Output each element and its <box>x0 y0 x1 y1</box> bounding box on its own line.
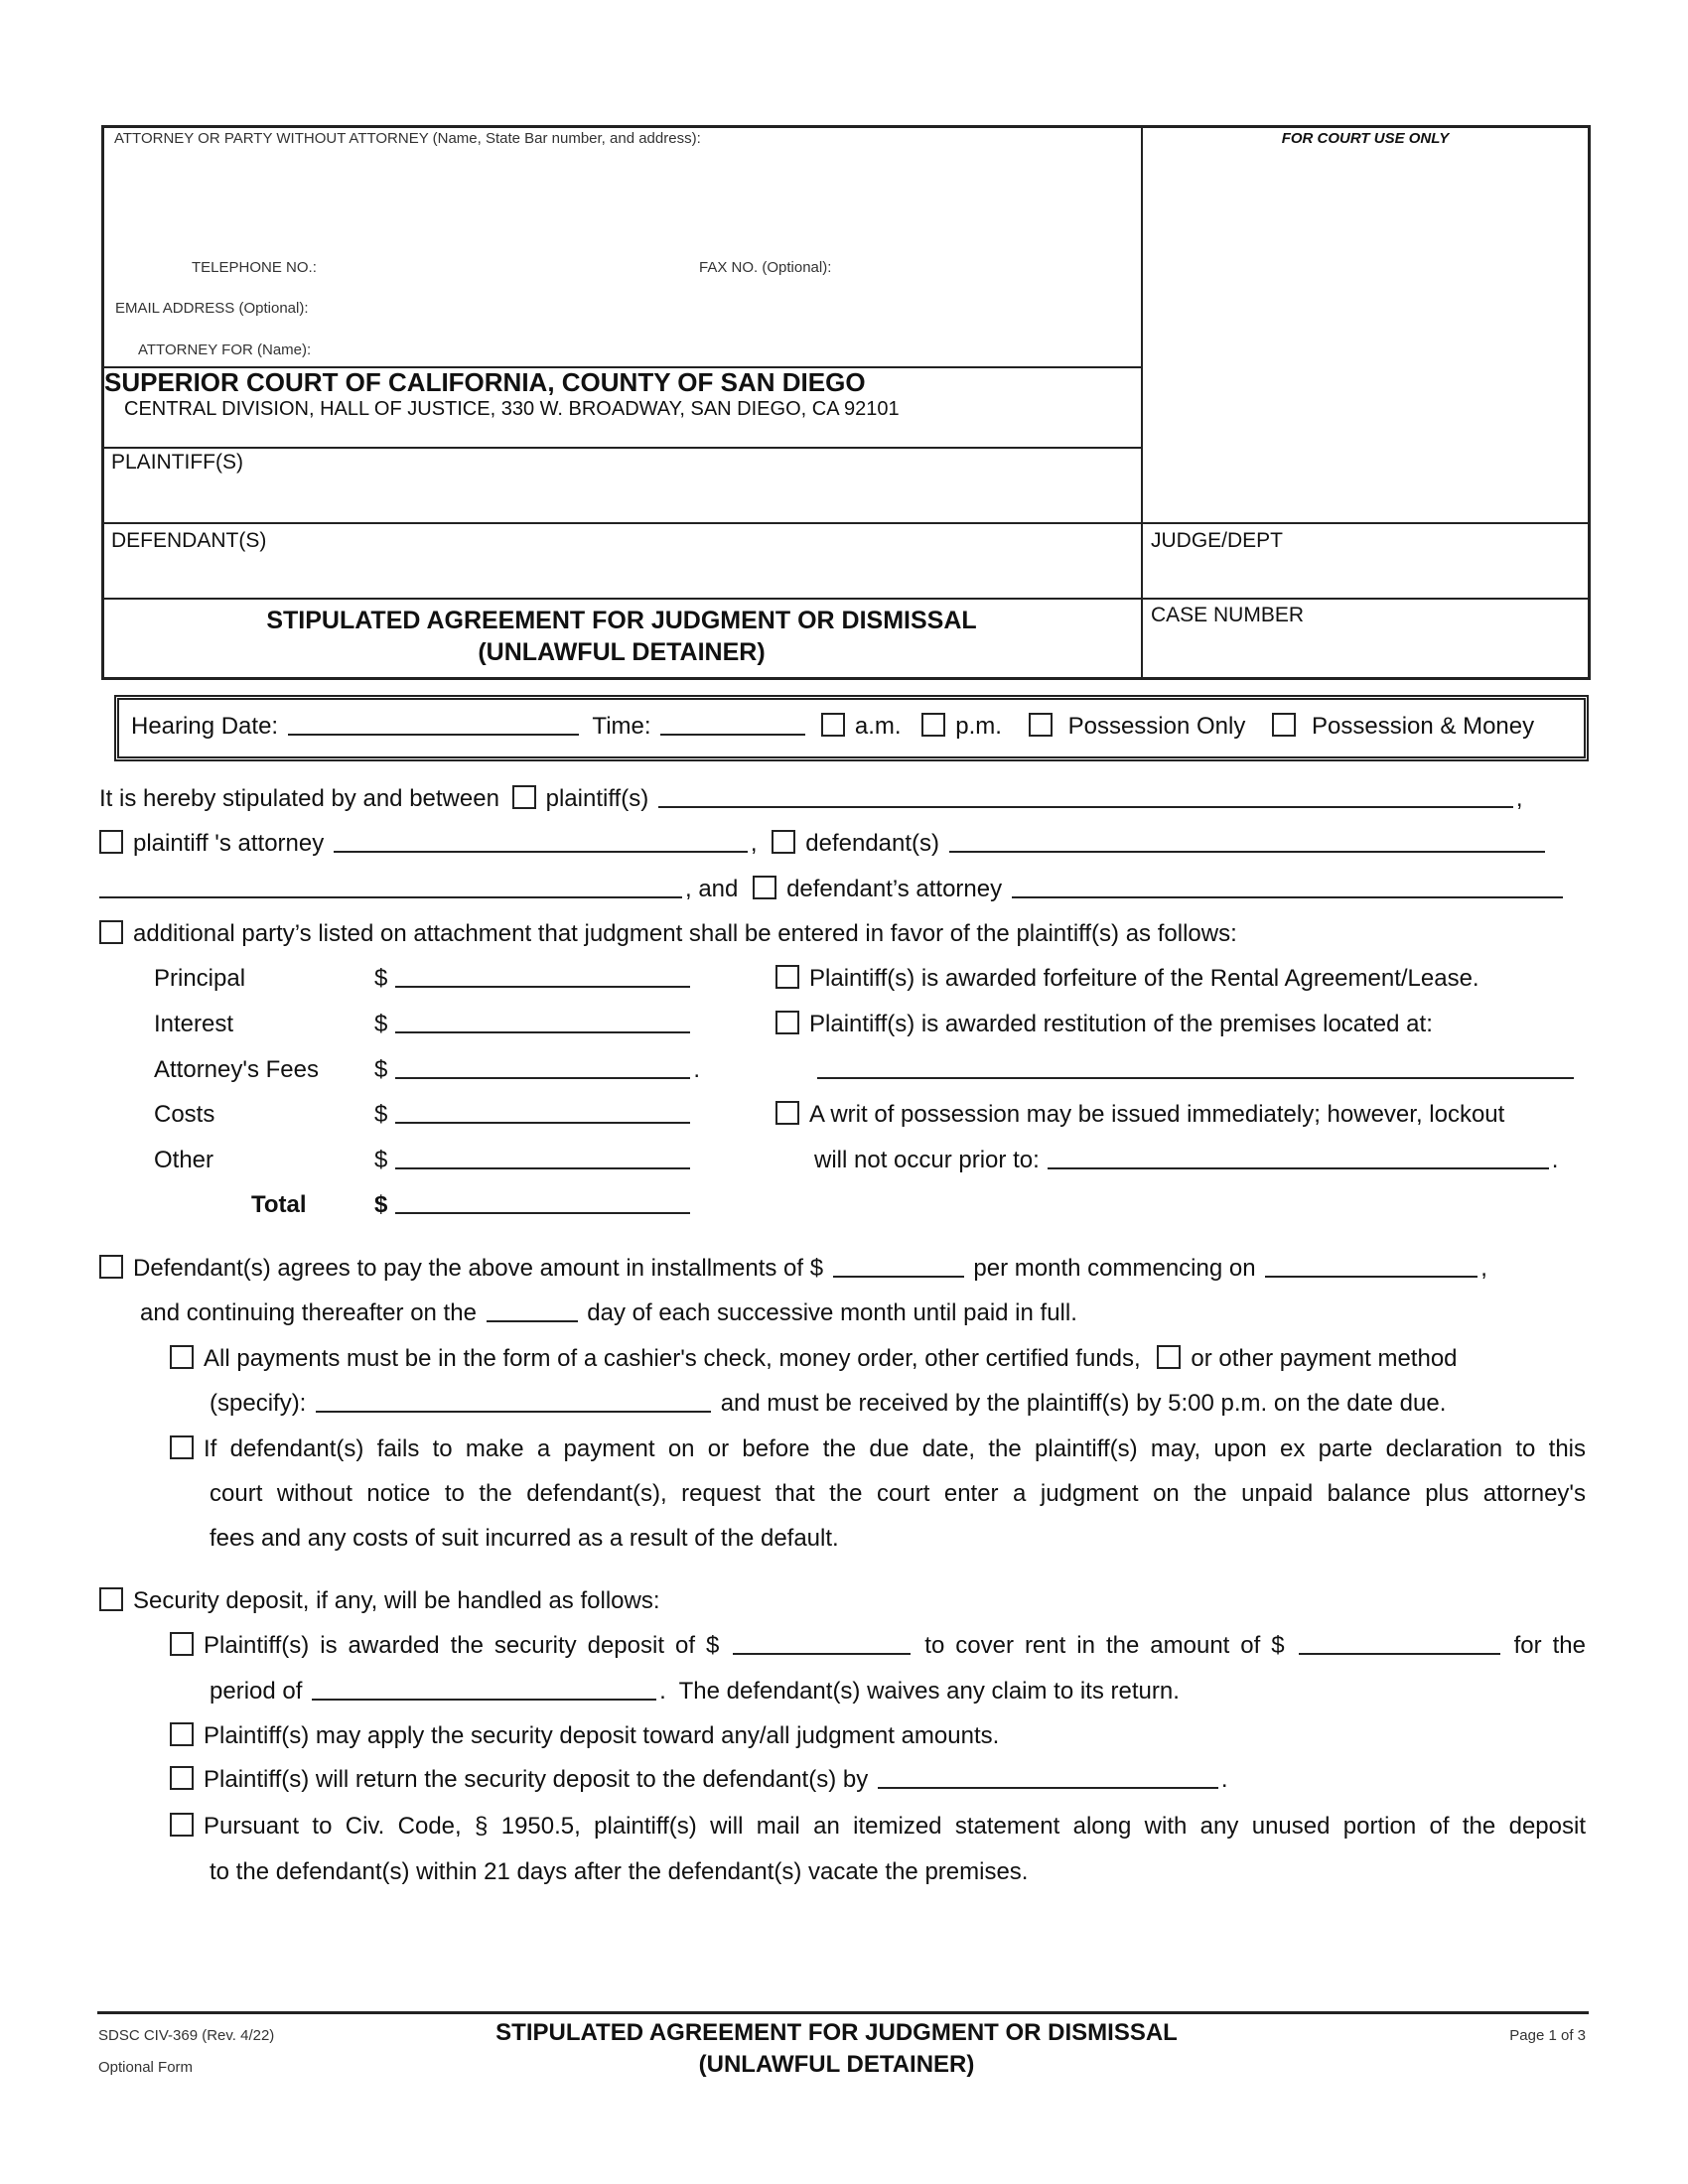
writ-checkbox[interactable] <box>775 1101 799 1125</box>
installments-checkbox[interactable] <box>99 1255 123 1279</box>
return-date-field[interactable] <box>878 1763 1218 1789</box>
installments-line-1 <box>99 1252 1487 1286</box>
footer-title: STIPULATED AGREEMENT FOR JUDGMENT OR DISMISSAL <box>495 2019 1178 2046</box>
certified-funds-label: All payments must be in the form of a cashier's check, money order, other certified funds, <box>204 1345 1141 1372</box>
deposit-period-line <box>210 1675 1180 1708</box>
dollar-sign: $ <box>374 1101 388 1128</box>
principal-field[interactable] <box>395 962 690 988</box>
for-the-text: for the <box>1513 1632 1586 1659</box>
defendant-attorney-checkbox[interactable] <box>753 876 776 899</box>
specify-label: (specify): <box>210 1390 307 1417</box>
footer-subtitle: (UNLAWFUL DETAINER) <box>698 2051 975 2078</box>
deposit-return-checkbox[interactable] <box>170 1766 194 1790</box>
specify-line <box>210 1387 1446 1421</box>
default-text-3: fees and any costs of suit incurred as a result of the default. <box>210 1525 839 1552</box>
itemized-line-1 <box>170 1810 1586 1843</box>
form-title: STIPULATED AGREEMENT FOR JUDGMENT OR DISMISSAL <box>266 607 977 634</box>
forfeiture-checkbox[interactable] <box>775 965 799 989</box>
attorney-label: ATTORNEY OR PARTY WITHOUT ATTORNEY (Name, State Bar number, and address): <box>114 130 701 147</box>
deposit-awarded-label: Plaintiff(s) is awarded the security deposit of $ <box>204 1632 720 1659</box>
forfeiture-item <box>775 962 1479 996</box>
possession-money-checkbox[interactable] <box>1272 713 1296 737</box>
certified-funds-checkbox[interactable] <box>170 1345 194 1369</box>
additional-party-label: additional party’s listed on attachment that judgment shall be entered in favor of the plaintiff(s) as follows: <box>133 920 1237 947</box>
court-use-label: FOR COURT USE ONLY <box>1281 130 1450 147</box>
interest-label: Interest <box>154 1011 234 1037</box>
plaintiffs-field[interactable] <box>658 782 1513 808</box>
court-name: SUPERIOR COURT OF CALIFORNIA, COUNTY OF SAN DIEGO <box>104 367 866 397</box>
total-field[interactable] <box>395 1188 690 1214</box>
footer-rule <box>97 2011 1589 2014</box>
fax-label[interactable]: FAX NO. (Optional): <box>699 259 832 276</box>
parties-line-3 <box>96 873 1566 906</box>
attorney-fees-field[interactable] <box>395 1053 690 1079</box>
parties-line-4 <box>99 917 1237 951</box>
hearing-date-field[interactable] <box>288 710 579 736</box>
dollar-sign: $ <box>374 1191 388 1218</box>
installment-amount-field[interactable] <box>833 1252 964 1278</box>
defendant-attorney-label: defendant’s attorney <box>786 876 1003 902</box>
restitution-item <box>775 1008 1433 1041</box>
other-payment-checkbox[interactable] <box>1157 1345 1181 1369</box>
possession-money-label: Possession & Money <box>1312 713 1535 740</box>
lockout-date-field[interactable] <box>1048 1144 1549 1169</box>
received-text: and must be received by the plaintiff(s) by 5:00 p.m. on the date due. <box>720 1390 1447 1417</box>
caption-divider <box>1141 125 1143 677</box>
plaintiffs-checkbox[interactable] <box>512 785 536 809</box>
pm-checkbox[interactable] <box>921 713 945 737</box>
lockout-label: will not occur prior to: <box>814 1147 1040 1173</box>
deposit-awarded-checkbox[interactable] <box>170 1632 194 1656</box>
defendant-label[interactable]: DEFENDANT(S) <box>111 529 267 552</box>
period-field[interactable] <box>312 1675 656 1701</box>
itemized-statement-label: Pursuant to Civ. Code, § 1950.5, plaintiff(s) will mail an itemized statement along with any unused portion of the deposit <box>204 1813 1586 1840</box>
period: . <box>693 1056 701 1083</box>
case-number-label[interactable]: CASE NUMBER <box>1151 604 1305 626</box>
intro-text: It is hereby stipulated by and between <box>99 785 499 812</box>
divider <box>101 522 1588 524</box>
telephone-label[interactable]: TELEPHONE NO.: <box>192 259 317 276</box>
deposit-return-line <box>170 1763 1228 1797</box>
am-label: a.m. <box>854 713 902 740</box>
deposit-heading-label: Security deposit, if any, will be handled as follows: <box>133 1587 660 1614</box>
deposit-apply-checkbox[interactable] <box>170 1722 194 1746</box>
plaintiff-attorney-checkbox[interactable] <box>99 830 123 854</box>
plaintiff-attorney-label: plaintiff 's attorney <box>133 830 325 857</box>
writ-item <box>775 1098 1504 1132</box>
waives-text: . The defendant(s) waives any claim to its return. <box>659 1678 1180 1705</box>
page-number: Page 1 of 3 <box>1509 2027 1586 2044</box>
time-label: Time: <box>592 713 651 740</box>
plaintiffs-label: plaintiff(s) <box>545 785 649 812</box>
plaintiff-attorney-field[interactable] <box>334 827 748 853</box>
possession-only-label: Possession Only <box>1067 713 1246 740</box>
deposit-apply-line <box>170 1719 999 1753</box>
default-text-2: court without notice to the defendant(s), request that the court enter a judgment on the unpaid balance plus attorney's <box>210 1480 1586 1507</box>
deposit-awarded-line <box>170 1629 1586 1663</box>
continuing-text: and continuing thereafter on the <box>140 1299 477 1326</box>
until-paid-text: day of each successive month until paid in full. <box>587 1299 1077 1326</box>
time-field[interactable] <box>660 710 805 736</box>
email-label[interactable]: EMAIL ADDRESS (Optional): <box>115 300 309 317</box>
costs-label: Costs <box>154 1101 215 1128</box>
dollar-sign: $ <box>374 1056 388 1083</box>
plaintiff-label[interactable]: PLAINTIFF(S) <box>111 451 244 474</box>
default-checkbox[interactable] <box>170 1435 194 1459</box>
other-label: Other <box>154 1147 214 1173</box>
interest-field[interactable] <box>395 1008 690 1033</box>
hearing-date-label: Hearing Date: <box>131 713 279 740</box>
defendants-label: defendant(s) <box>805 830 940 857</box>
attorney-fees-amount <box>374 1053 700 1087</box>
attorney-fees-label: Attorney's Fees <box>154 1056 319 1083</box>
installments-text: Defendant(s) agrees to pay the above amount in installments of $ <box>133 1255 824 1282</box>
installments-line-2 <box>140 1297 1077 1330</box>
specify-field[interactable] <box>316 1387 711 1413</box>
interest-amount <box>374 1008 693 1041</box>
defendants-field-continued[interactable] <box>99 873 682 898</box>
defendants-field[interactable] <box>949 827 1545 853</box>
pm-label: p.m. <box>955 713 1002 740</box>
comma: , <box>750 830 758 857</box>
deposit-heading <box>99 1584 660 1618</box>
total-label: Total <box>251 1191 307 1218</box>
forfeiture-label: Plaintiff(s) is awarded forfeiture of the Rental Agreement/Lease. <box>809 965 1479 992</box>
premises-address-line <box>814 1053 1577 1087</box>
total-amount <box>374 1188 693 1222</box>
costs-field[interactable] <box>395 1098 690 1124</box>
defendant-attorney-field[interactable] <box>1012 873 1563 898</box>
deposit-return-label: Plaintiff(s) will return the security deposit to the defendant(s) by <box>204 1766 869 1793</box>
attorney-for-label[interactable]: ATTORNEY FOR (Name): <box>138 341 312 358</box>
defendants-checkbox[interactable] <box>772 830 795 854</box>
dollar-sign: $ <box>374 965 388 992</box>
form-subtitle: (UNLAWFUL DETAINER) <box>478 638 766 666</box>
lockout-line <box>814 1144 1558 1177</box>
restitution-checkbox[interactable] <box>775 1011 799 1034</box>
commencing-date-field[interactable] <box>1265 1252 1477 1278</box>
itemized-statement-checkbox[interactable] <box>170 1813 194 1837</box>
divider <box>101 598 1588 600</box>
period-of-text: period of <box>210 1678 303 1705</box>
am-checkbox[interactable] <box>821 713 845 737</box>
default-line-1 <box>170 1433 1586 1466</box>
dollar-sign: $ <box>374 1147 388 1173</box>
principal-amount <box>374 962 693 996</box>
period: . <box>1551 1147 1559 1173</box>
rent-amount-field[interactable] <box>1299 1629 1500 1655</box>
possession-only-checkbox[interactable] <box>1029 713 1053 737</box>
other-amount <box>374 1144 693 1177</box>
costs-amount <box>374 1098 693 1132</box>
deposit-amount-field[interactable] <box>733 1629 911 1655</box>
deposit-checkbox[interactable] <box>99 1587 123 1611</box>
writ-label: A writ of possession may be issued immediately; however, lockout <box>809 1101 1505 1128</box>
cover-rent-text: to cover rent in the amount of $ <box>924 1632 1285 1659</box>
parties-line-2 <box>99 827 1548 861</box>
restitution-label: Plaintiff(s) is awarded restitution of the premises located at: <box>809 1011 1433 1037</box>
comma: , <box>1480 1255 1487 1282</box>
court-address: CENTRAL DIVISION, HALL OF JUSTICE, 330 W. BROADWAY, SAN DIEGO, CA 92101 <box>124 398 900 420</box>
form-id: SDSC CIV-369 (Rev. 4/22) <box>98 2027 275 2044</box>
other-field[interactable] <box>395 1144 690 1169</box>
dollar-sign: $ <box>374 1011 388 1037</box>
payment-day-field[interactable] <box>487 1297 578 1322</box>
premises-address-field[interactable] <box>817 1053 1574 1079</box>
judge-dept-label[interactable]: JUDGE/DEPT <box>1151 529 1284 552</box>
deposit-apply-label: Plaintiff(s) may apply the security deposit toward any/all judgment amounts. <box>204 1722 1000 1749</box>
principal-label: Principal <box>154 965 246 992</box>
default-text-1: If defendant(s) fails to make a payment on or before the due date, the plaintiff(s) may, upon ex parte declaration to this <box>204 1435 1586 1462</box>
itemized-line-2: to the defendant(s) within 21 days after the defendant(s) vacate the premises. <box>210 1858 1029 1885</box>
comma: , <box>1515 785 1523 812</box>
other-payment-label: or other payment method <box>1191 1345 1458 1372</box>
hearing-row <box>131 710 1534 744</box>
optional-form-label: Optional Form <box>98 2059 194 2076</box>
additional-party-checkbox[interactable] <box>99 920 123 944</box>
payment-form-line <box>170 1342 1458 1376</box>
commencing-text: per month commencing on <box>973 1255 1256 1282</box>
divider <box>101 447 1142 449</box>
period: . <box>1220 1766 1228 1793</box>
and-text: , and <box>685 876 739 902</box>
parties-line-1 <box>99 782 1523 816</box>
